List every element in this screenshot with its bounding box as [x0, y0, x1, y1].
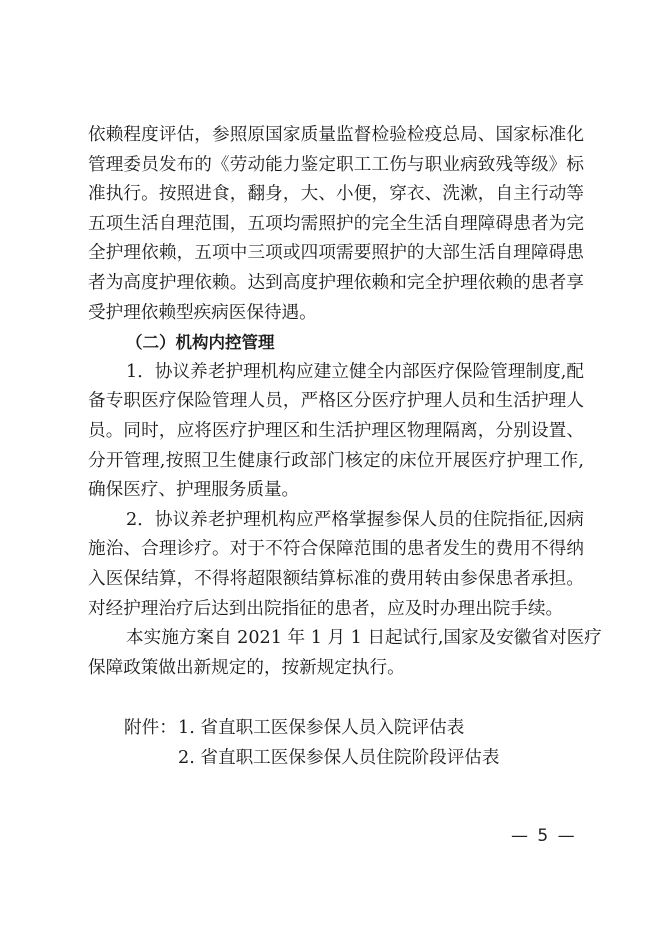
text-line: 员。同时，应将医疗护理区和生活护理区物理隔离，分别设置、: [88, 420, 584, 441]
text-line: 五项生活自理范围，五项均需照护的完全生活自理障碍患者为完: [88, 213, 584, 234]
text-line: 依赖程度评估，参照原国家质量监督检验检疫总局、国家标准化: [88, 125, 584, 145]
attachment-item-2: [88, 743, 584, 773]
blank-line: [88, 683, 584, 713]
paragraph-item-1: [88, 358, 584, 506]
text-line: 分开管理,按照卫生健康行政部门核定的床位开展医疗护理工作,: [88, 450, 584, 471]
paragraph-nursing-dependency: [88, 121, 584, 328]
attachment-title: 2. 省直职工医保参保人员住院阶段评估表: [178, 747, 500, 768]
text-line: 入医保结算，不得将超限额结算标准的费用转由参保患者承担。: [88, 568, 584, 589]
text-line: 备专职医疗保险管理人员，严格区分医疗护理人员和生活护理人: [88, 391, 584, 412]
text-line: 1．协议养老护理机构应建立健全内部医疗保险管理制度,配: [126, 361, 584, 382]
text-line: 本实施方案自 2021 年 1 月 1 日起试行,国家及安徽省对医疗: [126, 628, 602, 649]
attachments-label: 附件：: [124, 717, 177, 738]
section-heading: （二）机构内控管理: [126, 333, 275, 353]
text-line: 管理委员发布的《劳动能力鉴定职工工伤与职业病致残等级》标: [88, 154, 584, 175]
attachment-title: 1. 省直职工医保参保人员入院评估表: [178, 717, 465, 738]
text-line: 受护理依赖型疾病医保待遇。: [88, 302, 317, 323]
page-number: — 5 —: [511, 826, 577, 846]
text-line: 全护理依赖，五项中三项或四项需要照护的大部生活自理障碍患: [88, 243, 584, 264]
text-line: 施治、合理诊疗。对于不符合保障范围的患者发生的费用不得纳: [88, 539, 584, 560]
attachment-item-1: [88, 713, 584, 743]
text-line: 2．协议养老护理机构应严格掌握参保人员的住院指征,因病: [126, 509, 584, 530]
text-line: 对经护理治疗后达到出院指征的患者，应及时办理出院手续。: [88, 598, 564, 619]
attachments-list: [88, 713, 584, 773]
paragraph-item-2: [88, 506, 584, 624]
document-body: [88, 121, 602, 773]
text-line: 准执行。按照进食，翻身，大、小便，穿衣、洗漱，自主行动等: [88, 184, 584, 205]
paragraph-effective-date: [88, 624, 602, 683]
text-line: 者为高度护理依赖。达到高度护理依赖和完全护理依赖的患者享: [88, 272, 584, 293]
text-line: 确保医疗、护理服务质量。: [88, 480, 300, 501]
text-line: 保障政策做出新规定的，按新规定执行。: [88, 657, 405, 678]
